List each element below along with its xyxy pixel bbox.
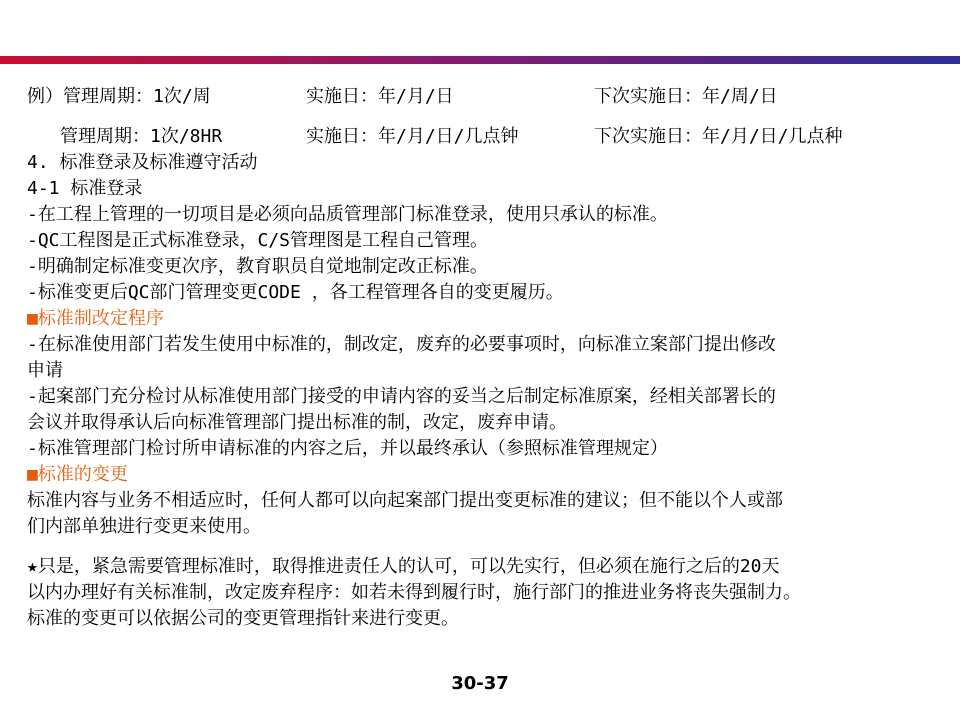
text-line: 会议并取得承认后向标准管理部门提出标准的制，改定，废弃申请。 (27, 412, 567, 433)
note-line: 标准的变更可以依据公司的变更管理指针来进行变更。 (27, 608, 459, 629)
next-implementation-date: 下次实施日：年/周/日 (594, 86, 778, 107)
next-implementation-date: 下次实施日：年/月/日/几点种 (594, 126, 843, 147)
header-gradient-bar (0, 56, 960, 64)
cycle-label: 管理周期：1次/8HR (60, 126, 223, 147)
text-line: -在标准使用部门若发生使用中标准的，制改定，废弃的必要事项时，向标准立案部门提出修改 (27, 334, 776, 355)
implementation-date: 实施日：年/月/日/几点钟 (306, 126, 519, 147)
text-line: 们内部单独进行变更来使用。 (27, 516, 261, 537)
subsection-title: 4-1 标准登录 (27, 178, 143, 199)
text-line: -标准管理部门检讨所申请标准的内容之后，并以最终承认（参照标准管理规定） (27, 438, 668, 459)
note-line: 以内办理好有关标准制，改定废弃程序：如若未得到履行时，施行部门的推进业务将丧失强制力。 (27, 582, 801, 603)
text-line: 标准内容与业务不相适应时，任何人都可以向起案部门提出变更标准的建议；但不能以个人或部 (27, 490, 783, 511)
text-line: 申请 (27, 360, 63, 381)
cycle-row-8hr (27, 124, 937, 150)
slide-body (27, 84, 937, 632)
procedure-heading: ■标准制改定程序 (27, 308, 164, 329)
implementation-date: 实施日：年/月/日 (306, 86, 454, 107)
text-line: -QC工程图是正式标准登录，C/S管理图是工程自己管理。 (27, 230, 489, 251)
text-line: -明确制定标准变更次序，教育职员自觉地制定改正标准。 (27, 256, 488, 277)
text-line: -起案部门充分检讨从标准使用部门接受的申请内容的妥当之后制定标准原案，经相关部署长的 (27, 386, 776, 407)
text-line: -在工程上管理的一切项目是必须向品质管理部门标准登录，使用只承认的标准。 (27, 204, 668, 225)
note-line: ★只是，紧急需要管理标准时，取得推进责任人的认可，可以先实行，但必须在施行之后的20天 (27, 556, 780, 577)
text-line: -标准变更后QC部门管理变更CODE ，各工程管理各自的变更履历。 (27, 282, 564, 303)
cycle-row-weekly (27, 84, 937, 110)
cycle-label: 例）管理周期：1次/周 (27, 86, 211, 107)
page-number: 30-37 (451, 673, 509, 694)
change-heading: ■标准的变更 (27, 464, 128, 485)
section-title: 4. 标准登录及标准遵守活动 (27, 152, 258, 173)
